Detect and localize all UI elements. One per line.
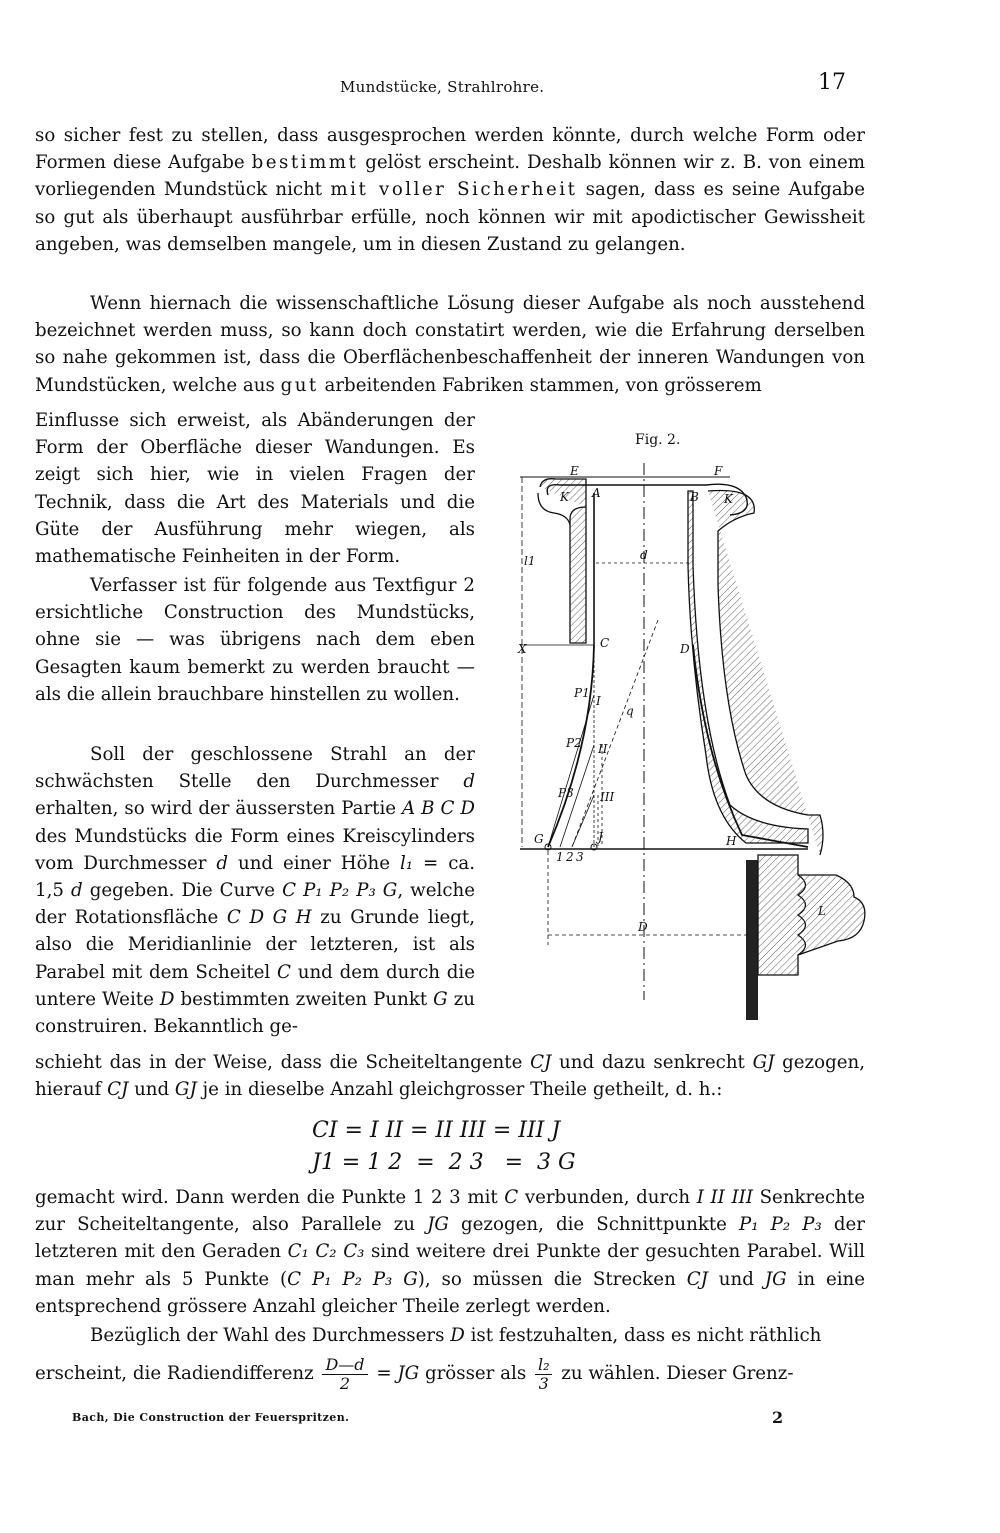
label-2: 2: [566, 850, 574, 864]
letter-p3: P3: [558, 786, 574, 800]
letter-x: X: [518, 642, 527, 656]
figure-2-nozzle-drawing: [508, 455, 873, 1025]
letter-l: L: [818, 904, 826, 918]
footer-book-title: Bach, Die Construction der Feuerspritzen.: [72, 1411, 350, 1424]
letter-e: E: [570, 464, 579, 478]
letter-f: F: [714, 464, 723, 478]
letter-d-right: D: [680, 642, 690, 656]
letter-iii: III: [600, 790, 615, 804]
letter-p1: P1: [574, 686, 590, 700]
paragraph-7: erscheint, die Radiendifferenz $\frac{D—d}{2}$ = JG grösser als $\frac{\text{l₂}}{3}$ zu wählen. Dieser Grenz-: [35, 1354, 794, 1393]
letter-l1: l1: [524, 554, 536, 568]
letter-c: C: [600, 636, 610, 650]
paragraph-2-continued: Einflusse sich erweist, als Abänderungen der Form der Oberfläche dieser Wandungen. Es zeigt sich hier, wie in vielen Fragen der Technik, dass die Art des Materials und die Güte der Ausführung mehr wiegen, als mathematische Feinheiten in der Form.: [35, 410, 475, 568]
paragraph-4-continued: schieht das in der Weise, dass die Scheiteltangente CJ und dazu senkrecht GJ gezogen, hierauf CJ und GJ je in dieselbe Anzahl gleichgrosser Theile getheilt, d. h.:: [35, 1052, 865, 1101]
paragraph-3: Verfasser ist für folgende aus Textfigur 2 ersichtliche Construction des Mundstücks, ohne sie — was übrigens nach dem eben Gesagten kaum bemerkt zu werden braucht — als die allein brauchbare hinstellen zu wollen.: [35, 575, 475, 705]
page-number: 17: [818, 70, 846, 95]
paragraph-1: so sicher fest zu stellen, dass ausgesprochen werden könnte, durch welche Form oder Formen diese Aufgabe bestimmt gelöst erscheint. Deshalb können wir z. B. von einem vorliegenden Mundstück nicht mit voller Sicherheit sagen, dass es seine Aufgabe so gut als überhaupt ausführbar erfülle, noch können wir mit apodictischer Gewissheit angeben, was demselben mangele, um in diesen Zustand zu gelangen.: [35, 125, 865, 255]
letter-j: J: [598, 830, 603, 844]
letter-k-left: K: [560, 490, 569, 504]
equation-1: CI = I II = II III = III J: [312, 1118, 561, 1143]
fraction-l2-over-3: $\frac{\text{l₂}}{3}$: [535, 1356, 553, 1393]
construction-line-1: [548, 695, 594, 847]
paragraph-4: Soll der geschlossene Strahl an der schwächsten Stelle den Durchmesser d erhalten, so wird der äussersten Partie A B C D des Mundstücks die Form eines Kreiscylinders vom Durchmesser d und einer Höhe l₁ = ca. 1,5 d gegeben. Die Curve C P₁ P₂ P₃ G, welche der Rotationsfläche C D G H zu Grunde liegt, also die Meridianlinie der letzteren, ist als Parabel mit dem Scheitel C und dem durch die untere Weite D bestimmten zweiten Punkt G zu construiren. Bekanntlich ge-: [35, 744, 476, 1038]
letter-b: B: [690, 490, 699, 504]
paragraph-2: Wenn hiernach die wissenschaftliche Lösung dieser Aufgabe als noch ausstehend bezeichnet werden muss, so kann doch constatirt werden, wie die Erfahrung derselben so nahe gekommen ist, dass die Oberflächenbeschaffenheit der inneren Wandungen von Mundstücken, welche aus gut arbeitenden Fabriken stammen, von grösserem: [35, 293, 865, 396]
running-header: Mundstücke, Strahlrohre.: [340, 78, 545, 96]
letter-g: G: [534, 832, 544, 846]
label-3: 3: [576, 850, 584, 864]
letter-k-right: K: [724, 492, 733, 506]
figure-label: Fig. 2.: [635, 432, 681, 448]
letter-ii: II: [598, 742, 608, 756]
label-1: 1: [556, 850, 564, 864]
paragraph-6: Bezüglich der Wahl des Durchmessers D ist festzuhalten, dass es nicht räthlich: [90, 1325, 822, 1346]
letter-i: I: [596, 694, 601, 708]
coupling-tube: [746, 860, 758, 1020]
paragraph-5: gemacht wird. Dann werden die Punkte 1 2 3 mit C verbunden, durch I II III Senkrechte zur Scheiteltangente, also Parallele zu JG gezogen, die Schnittpunkte P₁ P₂ P₃ der letzteren mit den Geraden C₁ C₂ C₃ sind weitere drei Punkte der gesuchten Parabel. Will man mehr als 5 Punkte (C P₁ P₂ P₃ G), so müssen die Strecken CJ und JG in eine entsprechend grössere Anzahl gleicher Theile zerlegt werden.: [35, 1187, 865, 1317]
letter-q: q: [626, 704, 634, 718]
letter-h: H: [726, 834, 737, 848]
footer-signature: 2: [772, 1408, 784, 1427]
coupling-nut-l: [798, 875, 865, 955]
letter-p2: P2: [566, 736, 582, 750]
letter-d-small: d: [640, 548, 648, 562]
letter-d-large: D: [638, 920, 648, 934]
letter-a: A: [592, 486, 601, 500]
equation-2: J1 = 1 2 = 2 3 = 3 G: [312, 1150, 576, 1175]
fraction-radius-difference: $\frac{D—d}{2}$: [322, 1356, 367, 1393]
